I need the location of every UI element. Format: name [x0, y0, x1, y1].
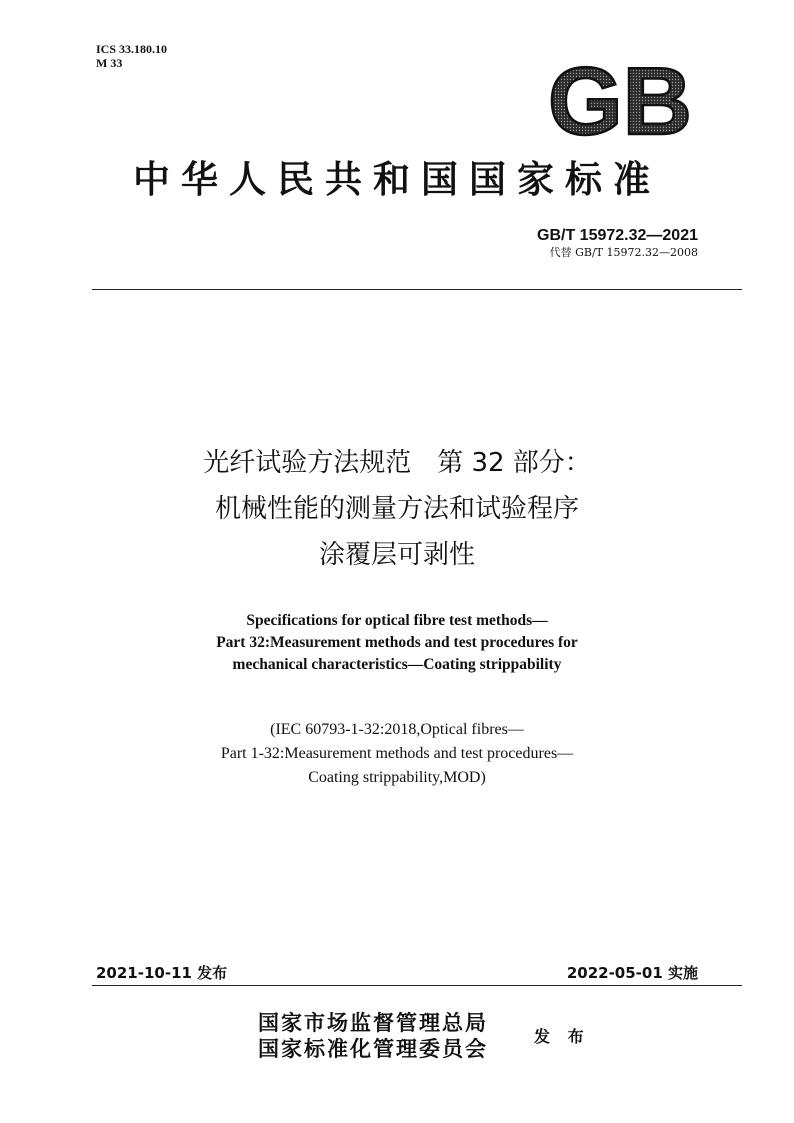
replaces-note: 代替 GB/T 15972.32—2008 [549, 246, 698, 259]
national-standard-title: 中华人民共和国国家标准 [133, 157, 661, 201]
standard-number-block [537, 226, 698, 260]
header-divider [92, 289, 742, 290]
ccs-code: M 33 [96, 56, 123, 70]
iec-reference-line: (IEC 60793-1-32:2018,Optical fibres— [270, 721, 524, 738]
ics-code: ICS 33.180.10 [96, 42, 168, 56]
issuer-name: 国家标准化管理委员会 [258, 1036, 488, 1061]
publish-label: 发 布 [534, 1027, 590, 1046]
issuer-name: 国家市场监督管理总局 [258, 1010, 488, 1035]
iec-reference-line: Coating strippability,MOD) [308, 769, 486, 786]
english-title-line: Specifications for optical fibre test methods— [246, 612, 548, 629]
footer-divider [92, 985, 742, 986]
english-title-line: mechanical characteristics—Coating strippability [232, 656, 562, 673]
chinese-title [0, 440, 794, 578]
classification-codes [96, 42, 167, 70]
chinese-title-line: 涂覆层可剥性 [318, 540, 475, 570]
english-title-line: Part 32:Measurement methods and test procedures for [216, 634, 578, 651]
iec-reference [0, 718, 794, 790]
gb-logo-text: GB [548, 54, 692, 144]
iec-reference-line: Part 1-32:Measurement methods and test procedures— [220, 745, 574, 762]
implementation-date: 2022-05-01 实施 [566, 964, 698, 982]
english-title [0, 610, 794, 676]
chinese-title-line: 机械性能的测量方法和试验程序 [214, 494, 579, 524]
chinese-title-line: 光纤试验方法规范 第 32 部分： [203, 448, 591, 478]
issue-date: 2021-10-11 发布 [96, 964, 228, 982]
gb-logo [542, 54, 698, 144]
issuing-authorities [258, 1010, 488, 1062]
standard-number: GB/T 15972.32—2021 [537, 227, 698, 244]
